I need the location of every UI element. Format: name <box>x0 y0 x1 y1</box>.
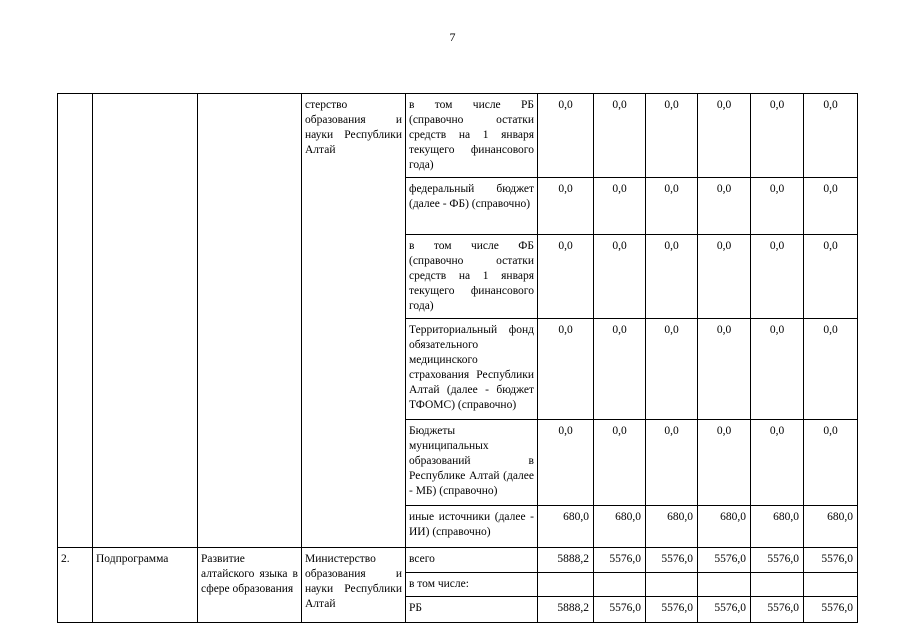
cell-value: 0,0 <box>804 420 858 506</box>
budget-table <box>57 93 858 623</box>
cell-number <box>58 94 93 548</box>
cell-number: 2. <box>58 548 93 623</box>
cell-value: 5888,2 <box>538 597 594 623</box>
cell-value: 0,0 <box>538 235 594 319</box>
cell-value: 0,0 <box>698 178 751 235</box>
cell-value: 0,0 <box>646 235 698 319</box>
cell-value: 0,0 <box>751 94 804 178</box>
cell-value: 0,0 <box>804 319 858 420</box>
cell-value <box>804 573 858 597</box>
cell-value: 5576,0 <box>594 548 646 573</box>
cell-value: 0,0 <box>538 420 594 506</box>
cell-value <box>698 573 751 597</box>
cell-value: 0,0 <box>698 235 751 319</box>
table-row <box>58 548 858 573</box>
cell-value: 0,0 <box>538 94 594 178</box>
cell-value: 0,0 <box>646 178 698 235</box>
page-number: 7 <box>449 30 456 44</box>
cell-value: 5888,2 <box>538 548 594 573</box>
cell-value: 0,0 <box>538 178 594 235</box>
cell-value: 0,0 <box>594 178 646 235</box>
cell-value: 5576,0 <box>804 597 858 623</box>
cell-value: 5576,0 <box>751 597 804 623</box>
table-row <box>58 94 858 178</box>
cell-value: 0,0 <box>646 94 698 178</box>
cell-value: 5576,0 <box>646 548 698 573</box>
cell-value: 680,0 <box>538 506 594 548</box>
cell-value: 0,0 <box>698 319 751 420</box>
cell-value <box>646 573 698 597</box>
cell-value: 0,0 <box>646 420 698 506</box>
cell-value: 680,0 <box>804 506 858 548</box>
cell-source: Территориальный фонд обязательного медицинского страхования Республики Алтай (далее - бюджет ТФОМС) (справочно) <box>406 319 538 420</box>
cell-type: Подпрограмма <box>93 548 198 623</box>
cell-value: 0,0 <box>594 420 646 506</box>
cell-name: Развитие алтайского языка в сфере образования <box>198 548 302 623</box>
cell-source: в том числе ФБ (справочно остатки средств на 1 января текущего финансового года) <box>406 235 538 319</box>
cell-source: Бюджеты муниципальных образований в Республике Алтай (далее - МБ) (справочно) <box>406 420 538 506</box>
cell-value: 5576,0 <box>698 597 751 623</box>
cell-source: федеральный бюджет (далее - ФБ) (справочно) <box>406 178 538 235</box>
cell-value: 0,0 <box>538 319 594 420</box>
cell-value: 0,0 <box>646 319 698 420</box>
cell-value: 0,0 <box>751 235 804 319</box>
cell-source: всего <box>406 548 538 573</box>
cell-name <box>198 94 302 548</box>
cell-value: 0,0 <box>698 420 751 506</box>
cell-value: 5576,0 <box>751 548 804 573</box>
cell-type <box>93 94 198 548</box>
cell-value: 680,0 <box>751 506 804 548</box>
cell-executor: стерство образования и науки Республики Алтай <box>302 94 406 548</box>
cell-source: в том числе РБ (справочно остатки средств на 1 января текущего финансового года) <box>406 94 538 178</box>
cell-source: иные источники (далее - ИИ) (справочно) <box>406 506 538 548</box>
cell-value: 0,0 <box>804 235 858 319</box>
cell-value: 0,0 <box>751 420 804 506</box>
cell-value: 0,0 <box>594 235 646 319</box>
cell-value <box>751 573 804 597</box>
cell-value: 680,0 <box>698 506 751 548</box>
cell-value: 0,0 <box>751 178 804 235</box>
cell-value: 0,0 <box>594 319 646 420</box>
cell-value: 680,0 <box>646 506 698 548</box>
cell-value: 5576,0 <box>804 548 858 573</box>
cell-value: 5576,0 <box>594 597 646 623</box>
cell-value: 0,0 <box>594 94 646 178</box>
cell-value: 0,0 <box>804 178 858 235</box>
cell-value: 0,0 <box>804 94 858 178</box>
cell-value: 0,0 <box>698 94 751 178</box>
cell-value <box>538 573 594 597</box>
cell-value: 5576,0 <box>698 548 751 573</box>
cell-value <box>594 573 646 597</box>
cell-value: 0,0 <box>751 319 804 420</box>
cell-value: 5576,0 <box>646 597 698 623</box>
cell-source: РБ <box>406 597 538 623</box>
cell-source: в том числе: <box>406 573 538 597</box>
cell-executor: Министерство образования и науки Республики Алтай <box>302 548 406 623</box>
cell-value: 680,0 <box>594 506 646 548</box>
